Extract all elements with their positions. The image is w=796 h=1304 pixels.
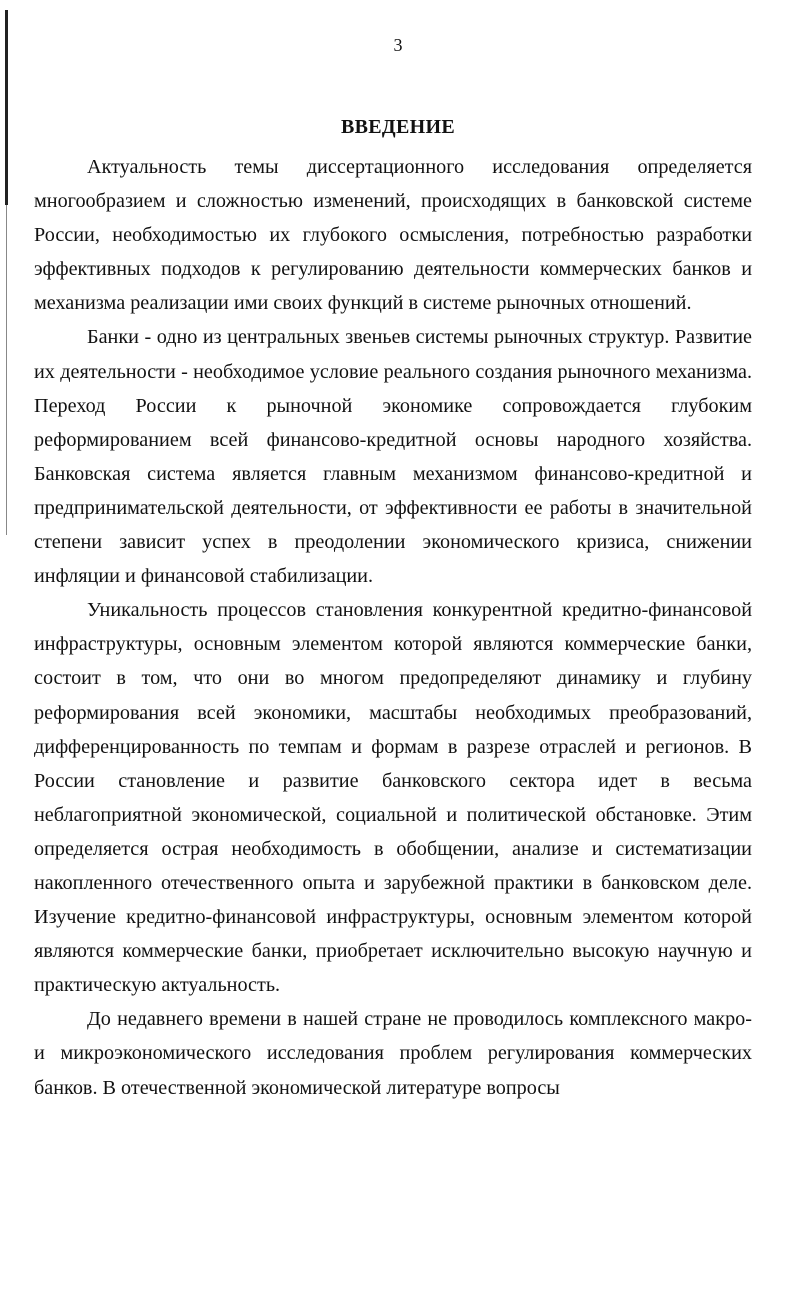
section-heading: ВВЕДЕНИЕ [341,116,455,138]
margin-scan-line-faint [6,205,7,535]
paragraph-banks-role: Банки - одно из центральных звеньев системы рыночных структур. Развитие их деятельности - необходимое условие реального создания рыночного механизма. Переход России к рыночной экономике сопровождается глубоким реформированием всей финансово-кредитной основы народного хозяйства. Банковская система является главным механизмом финансово-кредитной и предпринимательской деятельности, от эффективности ее работы в значительной степени зависит успех в преодолении экономического кризиса, снижении инфляции и финансовой стабилизации. [34,326,752,588]
paragraph-relevance: Актуальность темы диссертационного исследования определяется многообразием и сложностью изменений, происходящих в банковской системе России, необходимостью их глубокого осмысления, потребностью разработки эффективных подходов к регулированию деятельности коммерческих банков и механизма реализации ими своих функций в системе рыночных отношений. [34,156,752,315]
page-number: 3 [393,35,403,55]
paragraph-research-gap: До недавнего времени в нашей стране не проводилось комплексного макро- и микроэкономического исследования проблем регулирования коммерческих банков. В отечественной экономической литературе вопросы [34,1008,752,1099]
paragraph-uniqueness: Уникальность процессов становления конкурентной кредитно-финансовой инфраструктуры, основным элементом которой являются коммерческие банки, состоит в том, что они во многом предопределяют динамику и глубину реформирования всей экономики, масштабы необходимых преобразований, дифференцированность по темпам и формам в разрезе отраслей и регионов. В России становление и развитие банковского сектора идет в весьма неблагоприятной экономической, социальной и политической обстановке. Этим определяется острая необходимость в обобщении, анализе и систематизации накопленного отечественного опыта и зарубежной практики в банковском деле. Изучение кредитно-финансовой инфраструктуры, основным элементом которой являются коммерческие банки, приобретает исключительно высокую научную и практическую актуальность. [34,599,752,997]
body-text [34,150,752,1105]
